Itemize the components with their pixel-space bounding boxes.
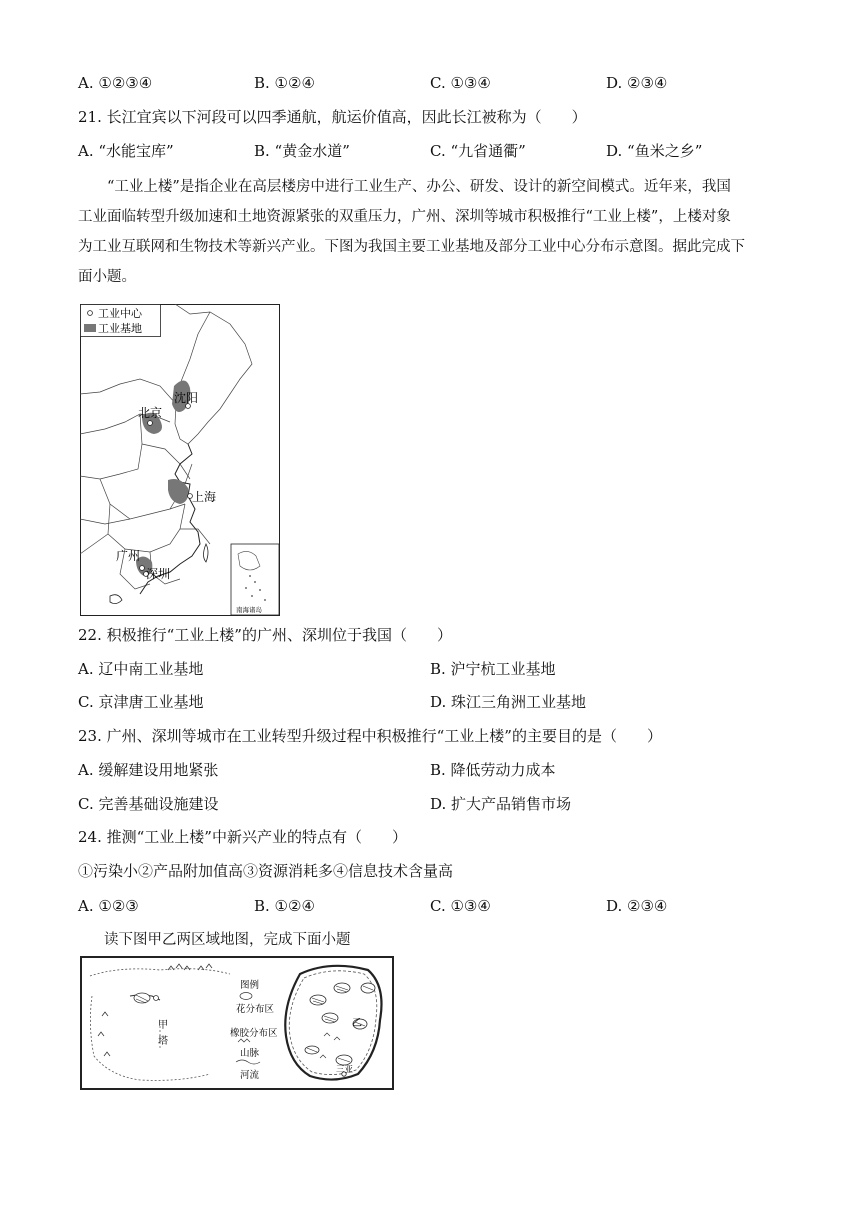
- option-d: D. 珠江三角洲工业基地: [430, 693, 587, 711]
- option-c: C. ①③④: [430, 74, 491, 92]
- question-24-statements: ①污染小②产品附加值高③资源消耗多④信息技术含量高: [78, 862, 454, 880]
- label-jia: 甲: [158, 1020, 168, 1031]
- q23-options-row2: [78, 793, 778, 815]
- label-sanya: 三亚: [336, 1065, 354, 1075]
- q23-options-row1: [78, 759, 778, 781]
- option-d: D. ②③④: [606, 74, 668, 92]
- passage-line: 面小题。: [78, 269, 136, 285]
- option-c: C. 京津唐工业基地: [78, 693, 204, 711]
- legend-river: 河流: [240, 1070, 260, 1081]
- label-beijing: 北京: [138, 406, 163, 420]
- label-shanghai: 上海: [192, 490, 217, 504]
- inset-label: 南海诸岛: [236, 606, 262, 614]
- option-d: D. 扩大产品销售市场: [430, 795, 572, 813]
- option-a: A. 辽中南工业基地: [78, 660, 204, 678]
- region-jia-yi-map: [80, 956, 394, 1090]
- option-b: B. “黄金水道”: [254, 142, 350, 160]
- q20-options: [78, 72, 778, 94]
- option-b: B. 沪宁杭工业基地: [430, 660, 556, 678]
- beijing-center: [148, 421, 153, 426]
- guangzhou-center: [140, 566, 145, 571]
- passage-industry-upstairs: [78, 172, 778, 292]
- label-shenyang: 沈阳: [174, 391, 199, 405]
- option-d: D. “鱼米之乡”: [606, 142, 703, 160]
- label-shenzhen: 深圳: [146, 567, 171, 581]
- passage-two-maps: 读下图甲乙两区域地图，完成下面小题: [104, 932, 351, 948]
- passage-line: “工业上楼”是指企业在高层楼房中进行工业生产、办公、研发、设计的新空间模式。近年来，我国: [107, 179, 731, 195]
- legend-title: 图例: [240, 980, 260, 991]
- q24-options: [78, 895, 778, 917]
- label-guangzhou: 广州: [116, 549, 141, 563]
- question-23-stem: 23. 广州、深圳等城市在工业转型升级过程中积极推行“工业上楼”的主要目的是（ ）: [78, 727, 662, 745]
- legend-mountain: 山脉: [240, 1048, 260, 1059]
- legend-flower-symbol: [240, 993, 252, 1000]
- option-c: C. ①③④: [430, 897, 491, 915]
- legend-rubber: 橡胶分布区: [230, 1028, 278, 1039]
- question-24-stem: 24. 推测“工业上楼”中新兴产业的特点有（ ）: [78, 828, 407, 846]
- question-22-stem: 22. 积极推行“工业上楼”的广州、深圳位于我国（ ）: [78, 626, 452, 644]
- city-dot-jia: [154, 996, 159, 1001]
- q22-options-row2: [78, 691, 778, 713]
- option-a: A. “水能宝库”: [78, 142, 174, 160]
- passage-line: 工业面临转型升级加速和土地资源紧张的双重压力，广州、深圳等城市积极推行“工业上楼”，上楼对象: [78, 209, 731, 225]
- q22-options-row1: [78, 658, 778, 680]
- option-a: A. ①②③④: [78, 74, 153, 92]
- option-c: C. 完善基础设施建设: [78, 795, 219, 813]
- option-b: B. 降低劳动力成本: [430, 761, 556, 779]
- legend-flower: 花分布区: [236, 1004, 275, 1015]
- q21-options: [78, 140, 778, 162]
- option-c: C. “九省通衢”: [430, 142, 526, 160]
- option-b: B. ①②④: [254, 74, 315, 92]
- passage-line: 为工业互联网和生物技术等新兴产业。下图为我国主要工业基地及部分工业中心分布示意图。据此完成下: [78, 239, 745, 255]
- option-b: B. ①②④: [254, 897, 315, 915]
- industrial-base-symbol: [84, 324, 96, 332]
- option-d: D. ②③④: [606, 897, 668, 915]
- label-ta: 塔: [158, 1036, 168, 1047]
- legend-industrial-base: 工业基地: [98, 322, 142, 335]
- question-21-stem: 21. 长江宜宾以下河段可以四季通航，航运价值高，因此长江被称为（ ）: [78, 108, 587, 126]
- option-a: A. 缓解建设用地紧张: [78, 761, 219, 779]
- industrial-base-map: [80, 304, 280, 616]
- label-yi: 乙: [352, 1018, 362, 1029]
- option-a: A. ①②③: [78, 897, 139, 915]
- industrial-center-symbol: [88, 311, 93, 316]
- legend-industrial-center: 工业中心: [98, 307, 142, 320]
